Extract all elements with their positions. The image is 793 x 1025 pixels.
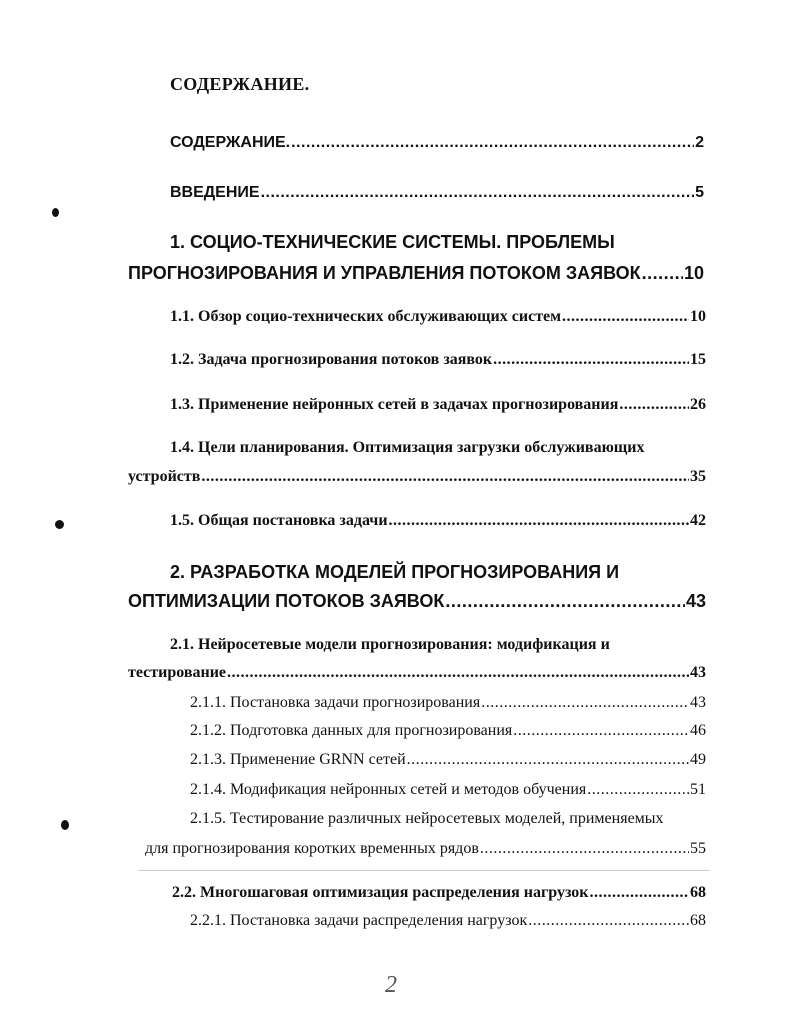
toc-entry-page: 68 bbox=[690, 884, 706, 901]
toc-entry-page: 68 bbox=[690, 912, 706, 929]
toc-chapter-1-line1[interactable]: 1. СОЦИО-ТЕХНИЧЕСКИЕ СИСТЕМЫ. ПРОБЛЕМЫ bbox=[170, 232, 615, 252]
toc-chapter-1[interactable] bbox=[128, 263, 704, 284]
toc-section-1-4[interactable] bbox=[128, 468, 706, 486]
scan-mark bbox=[61, 820, 69, 830]
toc-section-2-1-line1[interactable]: 2.1. Нейросетевые модели прогнозирования: модификация и bbox=[170, 636, 610, 653]
toc-leader-dots bbox=[480, 840, 689, 858]
toc-leader-dots bbox=[528, 912, 689, 930]
toc-subsection-2-1-1[interactable] bbox=[190, 694, 706, 712]
toc-entry-title: 2.1.2. Подготовка данных для прогнозирования bbox=[190, 722, 513, 739]
toc-leader-dots bbox=[493, 351, 689, 369]
toc-section-1-5[interactable] bbox=[170, 512, 706, 530]
toc-entry-title: ВВЕДЕНИЕ bbox=[170, 184, 260, 201]
toc-leader-dots bbox=[619, 396, 689, 414]
toc-entry-page: 2 bbox=[695, 134, 704, 151]
toc-entry-page: 10 bbox=[690, 308, 706, 325]
toc-entry-title: СОДЕРЖАНИЕ. bbox=[170, 134, 291, 151]
toc-leader-dots bbox=[445, 591, 685, 612]
toc-leader-dots bbox=[291, 134, 694, 152]
toc-subsection-2-1-3[interactable] bbox=[190, 751, 706, 769]
toc-subsection-2-1-5[interactable] bbox=[145, 840, 706, 858]
toc-entry-title: для прогнозирования коротких временных рядов bbox=[145, 840, 479, 857]
toc-entry-page: 43 bbox=[685, 591, 706, 611]
toc-leader-dots bbox=[513, 722, 689, 740]
toc-entry-page: 35 bbox=[690, 468, 706, 485]
toc-leader-dots bbox=[389, 512, 689, 530]
toc-leader-dots bbox=[587, 781, 689, 799]
page-number: 2 bbox=[385, 972, 397, 998]
toc-chapter-2-line1[interactable]: 2. РАЗРАБОТКА МОДЕЛЕЙ ПРОГНОЗИРОВАНИЯ И bbox=[170, 562, 620, 582]
toc-subsection-2-1-5-line1[interactable]: 2.1.5. Тестирование различных нейросетевых моделей, применяемых bbox=[190, 810, 664, 827]
divider bbox=[138, 870, 710, 871]
toc-entry-page: 10 bbox=[683, 263, 704, 283]
scan-mark bbox=[52, 208, 59, 217]
toc-entry-page: 49 bbox=[690, 751, 706, 768]
toc-section-1-1[interactable] bbox=[170, 308, 706, 326]
toc-subsection-2-2-1[interactable] bbox=[190, 912, 706, 930]
toc-entry-title: 2.2.1. Постановка задачи распределения нагрузок bbox=[190, 912, 528, 929]
toc-entry-page: 55 bbox=[690, 840, 706, 857]
toc-section-1-4-line1[interactable]: 1.4. Цели планирования. Оптимизация загрузки обслуживающих bbox=[170, 439, 645, 456]
toc-entry-page: 42 bbox=[690, 512, 706, 529]
toc-leader-dots bbox=[407, 751, 689, 769]
toc-entry-intro[interactable] bbox=[170, 184, 704, 202]
toc-entry-title: ОПТИМИЗАЦИИ ПОТОКОВ ЗАЯВОК bbox=[128, 591, 445, 611]
toc-leader-dots bbox=[201, 468, 689, 486]
toc-entry-title: устройств bbox=[128, 468, 201, 485]
toc-section-1-3[interactable] bbox=[170, 396, 706, 414]
toc-entry-contents[interactable] bbox=[170, 134, 704, 152]
toc-entry-title: 1.1. Обзор социо-технических обслуживающих систем bbox=[170, 308, 562, 325]
toc-entry-page: 43 bbox=[690, 664, 706, 681]
toc-leader-dots bbox=[481, 694, 689, 712]
toc-leader-dots bbox=[227, 664, 689, 682]
toc-entry-page: 26 bbox=[690, 396, 706, 413]
toc-entry-page: 46 bbox=[690, 722, 706, 739]
toc-entry-page: 15 bbox=[690, 351, 706, 368]
toc-leader-dots bbox=[642, 263, 683, 284]
toc-section-2-1[interactable] bbox=[128, 664, 706, 682]
toc-entry-page: 43 bbox=[690, 694, 706, 711]
toc-entry-title: ПРОГНОЗИРОВАНИЯ И УПРАВЛЕНИЯ ПОТОКОМ ЗАЯВОК bbox=[128, 263, 641, 283]
toc-entry-page: 51 bbox=[690, 781, 706, 798]
toc-leader-dots bbox=[261, 184, 695, 202]
toc-entry-title: 1.3. Применение нейронных сетей в задачах прогнозирования bbox=[170, 396, 619, 413]
toc-entry-title: 2.2. Многошаговая оптимизация распределения нагрузок bbox=[172, 884, 589, 901]
toc-entry-title: 1.2. Задача прогнозирования потоков заявок bbox=[170, 351, 493, 368]
toc-leader-dots bbox=[562, 308, 689, 326]
toc-entry-title: 2.1.1. Постановка задачи прогнозирования bbox=[190, 694, 481, 711]
toc-entry-page: 5 bbox=[695, 184, 704, 201]
toc-entry-title: 2.1.3. Применение GRNN сетей bbox=[190, 751, 406, 768]
toc-leader-dots bbox=[590, 884, 690, 902]
toc-section-2-2[interactable] bbox=[172, 884, 706, 902]
toc-subsection-2-1-2[interactable] bbox=[190, 722, 706, 740]
page-title: СОДЕРЖАНИЕ. bbox=[170, 74, 310, 94]
scan-mark bbox=[55, 520, 64, 529]
toc-subsection-2-1-4[interactable] bbox=[190, 781, 706, 799]
toc-entry-title: тестирование bbox=[128, 664, 227, 681]
toc-section-1-2[interactable] bbox=[170, 351, 706, 369]
toc-entry-title: 1.5. Общая постановка задачи bbox=[170, 512, 388, 529]
toc-entry-title: 2.1.4. Модификация нейронных сетей и методов обучения bbox=[190, 781, 587, 798]
toc-chapter-2[interactable] bbox=[128, 591, 706, 612]
